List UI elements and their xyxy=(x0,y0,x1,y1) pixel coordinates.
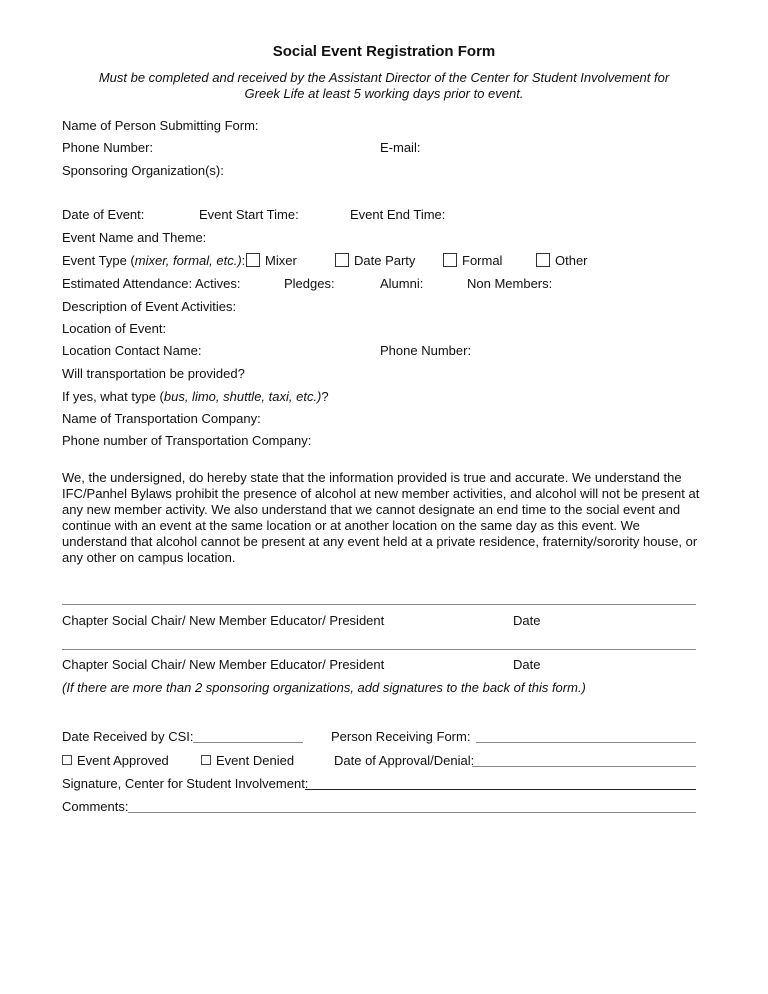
option-label: Mixer xyxy=(265,253,297,268)
signature-label-1: Chapter Social Chair/ New Member Educator/ President xyxy=(62,613,385,628)
checkbox-icon[interactable] xyxy=(62,755,72,765)
end-time-label: Event End Time: xyxy=(350,207,446,222)
checkbox-event-denied[interactable] xyxy=(201,753,294,769)
transport-company-label: Name of Transportation Company: xyxy=(62,411,261,426)
name-submitting-label: Name of Person Submitting Form: xyxy=(62,118,259,133)
agreement-statement: We, the undersigned, do hereby state that the information provided is true and accurate. We understand the IFC/Panhel Bylaws prohibit the presence of alcohol at new member activities, and alcohol will not be present at any new member activity. We also understand that we cannot designate an end time to the social event and continue with an event at the same location or at another location on the same day as this event. We understand that alcohol cannot be present at any event held at a private residence, fraternity/sorority house, or any other on campus location. xyxy=(62,470,700,565)
checkbox-icon[interactable] xyxy=(536,253,550,267)
event-type-suffix: : xyxy=(241,253,246,268)
start-time-label: Event Start Time: xyxy=(199,207,299,222)
event-type-hint: mixer, formal, etc.) xyxy=(134,253,242,268)
transport-type-suffix: ? xyxy=(321,389,329,404)
event-type-label xyxy=(62,253,245,269)
checkbox-icon[interactable] xyxy=(201,755,211,765)
option-label: Other xyxy=(555,253,588,268)
checkbox-icon[interactable] xyxy=(443,253,457,267)
sponsoring-label: Sponsoring Organization(s): xyxy=(62,163,224,178)
checkbox-formal[interactable] xyxy=(443,253,502,269)
attendance-label: Estimated Attendance: Actives: xyxy=(62,276,241,291)
date-of-event-label: Date of Event: xyxy=(62,207,145,222)
checkbox-event-approved[interactable] xyxy=(62,753,169,769)
location-phone-label: Phone Number: xyxy=(380,343,472,358)
comments-line[interactable] xyxy=(128,812,696,813)
alumni-label: Alumni: xyxy=(380,276,424,291)
option-label: Event Denied xyxy=(216,753,295,768)
location-label: Location of Event: xyxy=(62,321,167,336)
checkbox-date-party[interactable] xyxy=(335,253,415,269)
person-receiving-label: Person Receiving Form: xyxy=(331,729,471,744)
pledges-label: Pledges: xyxy=(284,276,335,291)
comments-label: Comments: xyxy=(62,799,129,814)
csi-signature-line[interactable] xyxy=(305,789,696,790)
signature-label-2: Chapter Social Chair/ New Member Educator/ President xyxy=(62,657,385,672)
checkbox-icon[interactable] xyxy=(335,253,349,267)
location-contact-label: Location Contact Name: xyxy=(62,343,202,358)
transport-phone-label: Phone number of Transportation Company: xyxy=(62,433,312,448)
description-label: Description of Event Activities: xyxy=(62,299,237,314)
date-approval-line[interactable] xyxy=(472,766,696,767)
signature-date-label-2: Date xyxy=(513,657,541,672)
date-received-line[interactable] xyxy=(193,742,303,743)
transportation-label: Will transportation be provided? xyxy=(62,366,245,381)
date-received-label: Date Received by CSI: xyxy=(62,729,194,744)
email-label: E-mail: xyxy=(380,140,421,155)
person-receiving-line[interactable] xyxy=(476,742,696,743)
phone-label: Phone Number: xyxy=(62,140,154,155)
checkbox-icon[interactable] xyxy=(246,253,260,267)
form-title: Social Event Registration Form xyxy=(272,43,496,60)
signature-date-label-1: Date xyxy=(513,613,541,628)
event-name-label: Event Name and Theme: xyxy=(62,230,207,245)
signatures-note: (If there are more than 2 sponsoring organizations, add signatures to the back of this form.) xyxy=(62,680,586,695)
signature-line-1[interactable] xyxy=(62,604,696,605)
transport-type-label xyxy=(62,389,329,405)
checkbox-other[interactable] xyxy=(536,253,588,269)
csi-signature-label: Signature, Center for Student Involvement: xyxy=(62,776,309,791)
date-approval-label: Date of Approval/Denial: xyxy=(334,753,475,768)
form-subtitle: Must be completed and received by the Assistant Director of the Center for Student Involvement for Greek Life at least 5 working days prior to event. xyxy=(98,70,670,101)
checkbox-mixer[interactable] xyxy=(246,253,297,269)
option-label: Event Approved xyxy=(77,753,169,768)
transport-type-prefix: If yes, what type ( xyxy=(62,389,164,404)
event-type-prefix: Event Type ( xyxy=(62,253,135,268)
option-label: Date Party xyxy=(354,253,416,268)
non-members-label: Non Members: xyxy=(467,276,553,291)
transport-type-hint: bus, limo, shuttle, taxi, etc.) xyxy=(163,389,322,404)
signature-line-2[interactable] xyxy=(62,649,696,650)
option-label: Formal xyxy=(462,253,503,268)
